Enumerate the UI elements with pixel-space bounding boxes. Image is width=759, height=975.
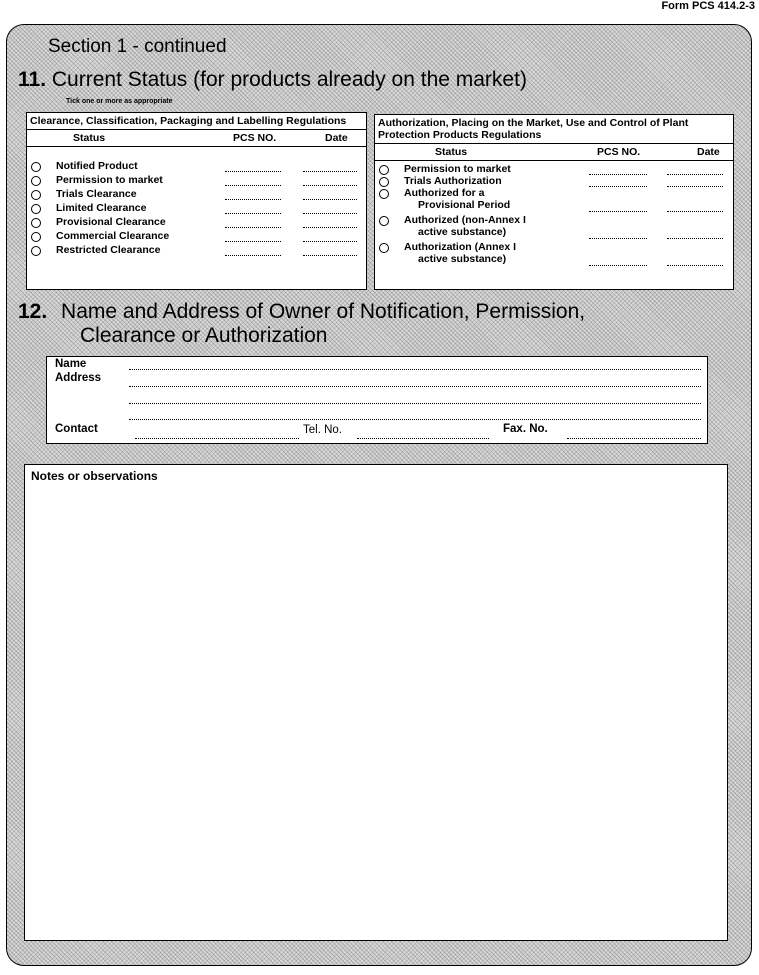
question-12-title-line1: Name and Address of Owner of Notification, Permission, bbox=[61, 300, 586, 323]
question-11-heading bbox=[18, 68, 527, 92]
tel-field[interactable] bbox=[357, 437, 489, 439]
authorization-column-headers bbox=[375, 144, 733, 161]
date-field[interactable] bbox=[667, 255, 723, 266]
date-field[interactable] bbox=[303, 161, 357, 172]
pcs-number-field[interactable] bbox=[589, 255, 647, 266]
status-radio-button[interactable] bbox=[31, 176, 41, 186]
date-column-header: Date bbox=[325, 132, 348, 144]
status-radio-button[interactable] bbox=[379, 165, 389, 175]
date-field[interactable] bbox=[303, 217, 357, 228]
status-option-text: Permission to market bbox=[56, 174, 163, 186]
status-option-text: Permission to market bbox=[404, 163, 511, 175]
date-field[interactable] bbox=[667, 164, 723, 175]
pcs-number-field[interactable] bbox=[225, 189, 281, 200]
pcs-number-field[interactable] bbox=[589, 164, 647, 175]
pcs-number-field[interactable] bbox=[225, 217, 281, 228]
status-radio-button[interactable] bbox=[379, 243, 389, 253]
date-field[interactable] bbox=[667, 228, 723, 239]
pcs-number-field[interactable] bbox=[589, 228, 647, 239]
status-option-text: Restricted Clearance bbox=[56, 244, 161, 256]
status-option-label bbox=[56, 244, 160, 256]
pcs-number-field[interactable] bbox=[589, 201, 647, 212]
status-option-row[interactable] bbox=[375, 187, 733, 211]
pcs-number-field[interactable] bbox=[225, 175, 281, 186]
status-option-row[interactable] bbox=[27, 174, 366, 187]
status-option-row[interactable] bbox=[27, 160, 366, 173]
status-option-label bbox=[404, 214, 526, 238]
status-option-label bbox=[404, 241, 516, 265]
status-option-text: Commercial Clearance bbox=[56, 230, 170, 242]
status-option-text: Provisional Clearance bbox=[56, 216, 166, 228]
status-radio-button[interactable] bbox=[31, 190, 41, 200]
status-option-text: Notified Product bbox=[56, 160, 138, 172]
contact-label: Contact bbox=[55, 423, 98, 435]
status-option-label bbox=[56, 188, 137, 200]
status-option-text: Trials Authorization bbox=[404, 175, 502, 187]
status-option-row[interactable] bbox=[27, 188, 366, 201]
status-radio-button[interactable] bbox=[31, 162, 41, 172]
owner-details-box bbox=[46, 356, 708, 444]
status-column-header: Status bbox=[73, 132, 106, 144]
date-column-header: Date bbox=[697, 146, 720, 158]
address-field-line-3[interactable] bbox=[129, 418, 701, 420]
date-field[interactable] bbox=[667, 176, 723, 187]
date-field[interactable] bbox=[303, 245, 357, 256]
status-radio-button[interactable] bbox=[31, 246, 41, 256]
status-option-label bbox=[404, 187, 510, 211]
status-option-label bbox=[56, 160, 138, 172]
date-field[interactable] bbox=[667, 201, 723, 212]
date-field[interactable] bbox=[303, 189, 357, 200]
question-11-title: Current Status (for products already on the market) bbox=[51, 68, 527, 91]
status-option-row[interactable] bbox=[27, 244, 366, 257]
notes-box[interactable] bbox=[24, 464, 728, 941]
status-radio-button[interactable] bbox=[379, 189, 389, 199]
status-option-row[interactable] bbox=[375, 214, 733, 238]
pcs-number-field[interactable] bbox=[225, 203, 281, 214]
question-12-title-line2: Clearance or Authorization bbox=[80, 324, 328, 347]
clearance-status-box bbox=[26, 112, 367, 290]
authorization-status-box bbox=[374, 114, 734, 290]
tel-label: Tel. No. bbox=[303, 424, 342, 436]
status-radio-button[interactable] bbox=[31, 218, 41, 228]
status-option-label bbox=[56, 230, 169, 242]
date-field[interactable] bbox=[303, 203, 357, 214]
question-11-number: 11. bbox=[18, 68, 47, 91]
form-number: Form PCS 414.2-3 bbox=[661, 0, 755, 12]
question-12-heading bbox=[18, 300, 585, 348]
status-radio-button[interactable] bbox=[379, 216, 389, 226]
fax-field[interactable] bbox=[567, 437, 701, 439]
pcs-number-field[interactable] bbox=[225, 161, 281, 172]
pcs-number-field[interactable] bbox=[225, 231, 281, 242]
clearance-box-heading: Clearance, Classification, Packaging and Labelling Regulations bbox=[27, 113, 366, 130]
status-option-text-continued: active substance) bbox=[418, 253, 507, 265]
status-option-text: Authorized (non-Annex I bbox=[404, 214, 526, 226]
status-option-row[interactable] bbox=[27, 202, 366, 215]
contact-field[interactable] bbox=[135, 437, 299, 439]
address-field-line-1[interactable] bbox=[129, 385, 701, 387]
status-option-row[interactable] bbox=[27, 230, 366, 243]
status-option-text: Authorization (Annex I bbox=[404, 241, 516, 253]
name-field[interactable] bbox=[129, 368, 701, 370]
authorization-box-heading: Authorization, Placing on the Market, Use and Control of Plant Protection Products Regulations bbox=[375, 115, 733, 144]
status-option-row[interactable] bbox=[27, 216, 366, 229]
address-field-line-2[interactable] bbox=[129, 402, 701, 404]
status-column-header: Status bbox=[435, 146, 468, 158]
status-option-label bbox=[56, 174, 163, 186]
status-option-text: Trials Clearance bbox=[56, 188, 137, 200]
fax-label: Fax. No. bbox=[503, 423, 548, 435]
pcs-number-field[interactable] bbox=[589, 176, 647, 187]
status-option-text: Authorized for a bbox=[404, 187, 485, 199]
notes-label: Notes or observations bbox=[31, 469, 158, 483]
pcs-column-header: PCS NO. bbox=[233, 132, 277, 144]
status-radio-button[interactable] bbox=[379, 177, 389, 187]
status-option-label bbox=[56, 202, 146, 214]
clearance-column-headers bbox=[27, 130, 366, 147]
status-option-text-continued: active substance) bbox=[418, 226, 507, 238]
status-radio-button[interactable] bbox=[31, 232, 41, 242]
question-11-hint: Tick one or more as appropriate bbox=[66, 98, 173, 105]
status-option-label bbox=[404, 175, 502, 187]
pcs-number-field[interactable] bbox=[225, 245, 281, 256]
date-field[interactable] bbox=[303, 175, 357, 186]
status-option-text: Limited Clearance bbox=[56, 202, 147, 214]
status-option-row[interactable] bbox=[375, 241, 733, 265]
section-title: Section 1 - continued bbox=[48, 36, 227, 57]
date-field[interactable] bbox=[303, 231, 357, 242]
pcs-column-header: PCS NO. bbox=[597, 146, 641, 158]
status-option-label bbox=[56, 216, 166, 228]
status-radio-button[interactable] bbox=[31, 204, 41, 214]
question-12-number: 12. bbox=[18, 300, 48, 323]
status-option-text-continued: Provisional Period bbox=[418, 199, 511, 211]
address-label: Address bbox=[55, 372, 102, 384]
status-option-label bbox=[404, 163, 511, 175]
name-label: Name bbox=[55, 358, 87, 370]
